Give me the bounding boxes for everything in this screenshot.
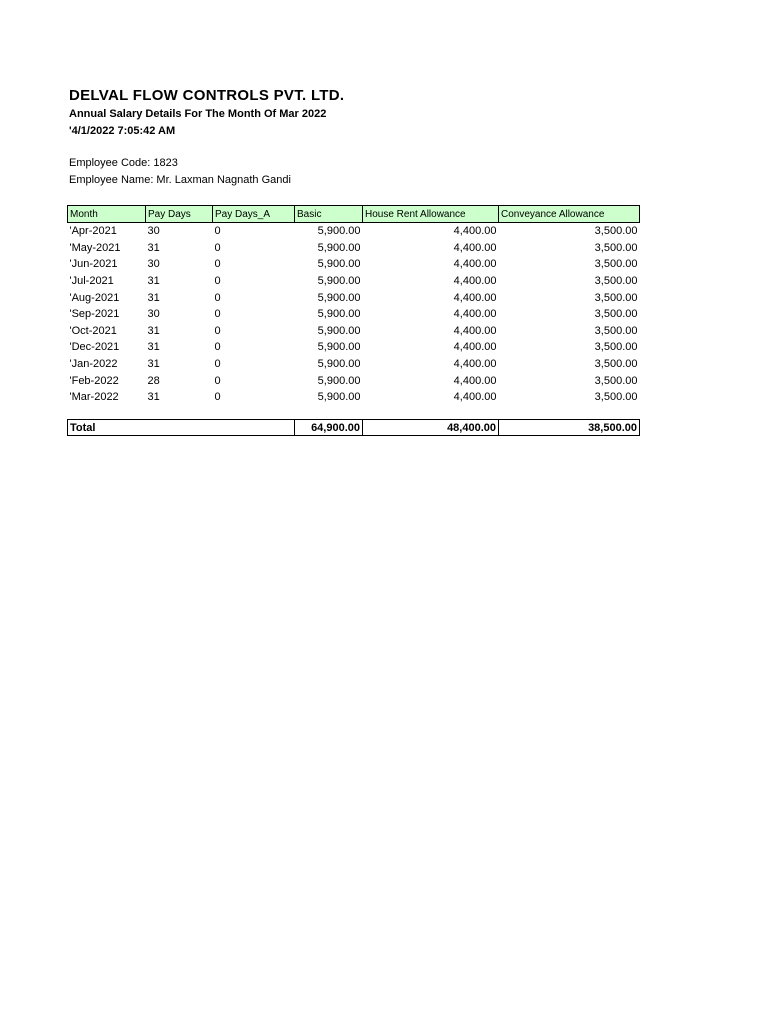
total-row <box>68 420 640 436</box>
employee-code: Employee Code: 1823 <box>69 157 178 169</box>
cell-conveyance: 3,500.00 <box>594 308 638 321</box>
cell-basic: 5,900.00 <box>317 324 361 337</box>
cell-month: 'Jun-2021 <box>69 258 118 271</box>
employee-name: Employee Name: Mr. Laxman Nagnath Gandi <box>69 174 291 186</box>
cell-pay-days-a: 0 <box>214 324 221 337</box>
cell-basic: 5,900.00 <box>317 391 361 404</box>
cell-hra: 4,400.00 <box>453 324 497 337</box>
column-header-month: Month <box>68 206 146 223</box>
cell-pay-days-a: 0 <box>214 391 221 404</box>
cell-month: 'Jul-2021 <box>69 275 114 288</box>
cell-hra: 4,400.00 <box>453 225 497 238</box>
cell-conveyance: 3,500.00 <box>594 391 638 404</box>
table-row <box>68 223 640 240</box>
table-row <box>68 306 640 323</box>
column-header-pay-days-a: Pay Days_A <box>213 206 295 223</box>
cell-conveyance: 3,500.00 <box>594 291 638 304</box>
cell-pay-days: 31 <box>147 324 160 337</box>
table-header-row <box>68 206 640 223</box>
cell-conveyance: 3,500.00 <box>594 324 638 337</box>
cell-pay-days: 31 <box>147 341 160 354</box>
cell-month: 'Dec-2021 <box>69 341 120 354</box>
cell-month: 'Aug-2021 <box>69 291 120 304</box>
cell-conveyance: 3,500.00 <box>594 358 638 371</box>
cell-basic: 5,900.00 <box>317 291 361 304</box>
report-subtitle: Annual Salary Details For The Month Of Mar 2022 <box>69 108 327 120</box>
cell-pay-days: 30 <box>147 258 160 271</box>
salary-table <box>67 205 640 406</box>
cell-pay-days: 30 <box>147 225 160 238</box>
cell-pay-days-a: 0 <box>214 358 221 371</box>
column-header-conveyance: Conveyance Allowance <box>499 206 640 223</box>
cell-basic: 5,900.00 <box>317 275 361 288</box>
cell-month: 'Apr-2021 <box>69 225 117 238</box>
cell-basic: 5,900.00 <box>317 258 361 271</box>
cell-pay-days: 31 <box>147 358 160 371</box>
cell-pay-days-a: 0 <box>214 374 221 387</box>
table-row <box>68 389 640 406</box>
total-basic: 64,900.00 <box>295 420 363 436</box>
table-row <box>68 273 640 290</box>
cell-pay-days-a: 0 <box>214 341 221 354</box>
cell-conveyance: 3,500.00 <box>594 225 638 238</box>
table-row <box>68 339 640 356</box>
cell-pay-days: 31 <box>147 291 160 304</box>
table-row <box>68 356 640 373</box>
cell-hra: 4,400.00 <box>453 241 497 254</box>
cell-pay-days-a: 0 <box>214 291 221 304</box>
total-conveyance: 38,500.00 <box>499 420 640 436</box>
cell-pay-days-a: 0 <box>214 308 221 321</box>
column-header-hra: House Rent Allowance <box>363 206 499 223</box>
cell-pay-days-a: 0 <box>214 275 221 288</box>
table-row <box>68 372 640 389</box>
total-table <box>67 419 640 436</box>
cell-month: 'Oct-2021 <box>69 324 117 337</box>
cell-hra: 4,400.00 <box>453 391 497 404</box>
cell-hra: 4,400.00 <box>453 358 497 371</box>
cell-month: 'Jan-2022 <box>69 358 118 371</box>
cell-basic: 5,900.00 <box>317 241 361 254</box>
cell-basic: 5,900.00 <box>317 341 361 354</box>
cell-pay-days: 31 <box>147 241 160 254</box>
table-row <box>68 289 640 306</box>
cell-hra: 4,400.00 <box>453 291 497 304</box>
cell-conveyance: 3,500.00 <box>594 258 638 271</box>
company-name: DELVAL FLOW CONTROLS PVT. LTD. <box>69 87 345 104</box>
cell-conveyance: 3,500.00 <box>594 341 638 354</box>
column-header-basic: Basic <box>295 206 363 223</box>
column-header-pay-days: Pay Days <box>146 206 213 223</box>
cell-month: 'May-2021 <box>69 241 121 254</box>
cell-conveyance: 3,500.00 <box>594 241 638 254</box>
cell-pay-days: 31 <box>147 275 160 288</box>
cell-hra: 4,400.00 <box>453 275 497 288</box>
cell-hra: 4,400.00 <box>453 258 497 271</box>
cell-pay-days: 31 <box>147 391 160 404</box>
cell-basic: 5,900.00 <box>317 374 361 387</box>
cell-pay-days-a: 0 <box>214 225 221 238</box>
cell-hra: 4,400.00 <box>453 374 497 387</box>
cell-basic: 5,900.00 <box>317 308 361 321</box>
cell-basic: 5,900.00 <box>317 225 361 238</box>
cell-conveyance: 3,500.00 <box>594 374 638 387</box>
table-row <box>68 240 640 257</box>
cell-pay-days: 28 <box>147 374 160 387</box>
cell-hra: 4,400.00 <box>453 308 497 321</box>
total-label: Total <box>68 420 295 436</box>
table-row <box>68 323 640 340</box>
cell-conveyance: 3,500.00 <box>594 275 638 288</box>
cell-month: 'Mar-2022 <box>69 391 119 404</box>
report-timestamp: '4/1/2022 7:05:42 AM <box>69 125 176 137</box>
cell-pay-days: 30 <box>147 308 160 321</box>
cell-pay-days-a: 0 <box>214 241 221 254</box>
cell-month: 'Feb-2022 <box>69 374 119 387</box>
cell-pay-days-a: 0 <box>214 258 221 271</box>
cell-hra: 4,400.00 <box>453 341 497 354</box>
cell-month: 'Sep-2021 <box>69 308 120 321</box>
total-hra: 48,400.00 <box>363 420 499 436</box>
table-row <box>68 256 640 273</box>
cell-basic: 5,900.00 <box>317 358 361 371</box>
